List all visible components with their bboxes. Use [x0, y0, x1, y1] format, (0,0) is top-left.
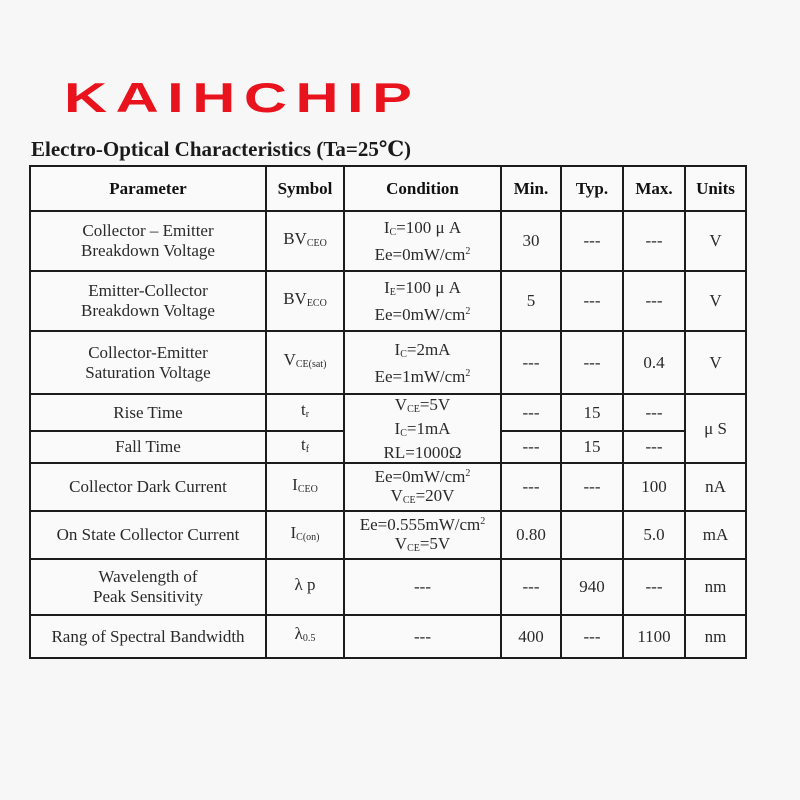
- typ-cell: ---: [561, 331, 623, 394]
- cond-text: V: [394, 534, 408, 553]
- condition-cell: [344, 271, 501, 331]
- cond-text: =1mA: [406, 419, 451, 438]
- symbol-base: λ: [294, 624, 303, 643]
- symbol-cell: [266, 463, 344, 511]
- cond-text: V: [390, 486, 403, 505]
- symbol-sub: ECO: [306, 297, 327, 309]
- cond-text: =100 μ A: [396, 218, 462, 237]
- units-cell: nA: [685, 463, 746, 511]
- parameter-cell: On State Collector Current: [30, 511, 266, 559]
- condition-cell: [344, 331, 501, 394]
- symbol-cell: [266, 271, 344, 331]
- symbol-cell: [266, 211, 344, 271]
- units-cell: nm: [685, 559, 746, 615]
- parameter-cell: [30, 331, 266, 394]
- symbol-base: I: [290, 522, 297, 542]
- parameter-line: Collector – Emitter: [82, 221, 214, 240]
- symbol-cell: [266, 331, 344, 394]
- table-row: [30, 271, 746, 331]
- min-cell: ---: [501, 463, 561, 511]
- cond-text: RL=1000Ω: [383, 443, 462, 462]
- section-title: Electro-Optical Characteristics (Ta=25℃): [31, 137, 412, 161]
- cond-sup: 2: [465, 306, 471, 317]
- cond-sub: CE: [402, 495, 416, 506]
- min-cell: 30: [501, 211, 561, 271]
- header-max: Max.: [623, 166, 685, 211]
- units-cell: V: [685, 211, 746, 271]
- table-row: [30, 463, 746, 511]
- symbol-sub: CEO: [306, 237, 327, 249]
- max-cell: ---: [623, 431, 685, 463]
- units-cell: μ S: [685, 394, 746, 463]
- header-symbol: Symbol: [266, 166, 344, 211]
- parameter-line: Saturation Voltage: [85, 362, 211, 382]
- min-cell: ---: [501, 431, 561, 463]
- cond-text: I: [394, 419, 401, 438]
- symbol-cell: [266, 615, 344, 658]
- cond-text: Ee=0.555mW/cm: [359, 515, 481, 534]
- max-cell: ---: [623, 394, 685, 431]
- cond-text: I: [383, 218, 390, 237]
- parameter-line: Wavelength of: [98, 567, 198, 586]
- cond-text: V: [394, 395, 408, 414]
- header-min: Min.: [501, 166, 561, 211]
- parameter-cell: [30, 271, 266, 331]
- cond-text: =2mA: [406, 339, 451, 359]
- cond-text: =100 μ A: [395, 278, 461, 297]
- header-parameter: Parameter: [30, 166, 266, 211]
- cond-text: Ee=0mW/cm: [374, 245, 466, 264]
- typ-cell: [561, 511, 623, 559]
- cond-sub: E: [389, 287, 396, 298]
- typ-cell: ---: [561, 271, 623, 331]
- parameter-cell: Fall Time: [30, 431, 266, 463]
- table-row: [30, 559, 746, 615]
- cond-text: Ee=1mW/cm: [374, 366, 466, 386]
- min-cell: ---: [501, 559, 561, 615]
- condition-cell: [344, 394, 501, 463]
- units-cell: mA: [685, 511, 746, 559]
- header-row: [30, 166, 746, 211]
- condition-cell: [344, 211, 501, 271]
- symbol-base: t: [300, 400, 306, 419]
- symbol-cell: [266, 394, 344, 431]
- cond-sub: CE: [407, 543, 420, 554]
- cond-sup: 2: [465, 468, 471, 479]
- symbol-base: V: [283, 350, 296, 369]
- condition-cell: ---: [344, 615, 501, 658]
- cond-text: Ee=0mW/cm: [374, 305, 466, 324]
- cond-sup: 2: [465, 367, 471, 379]
- condition-cell: ---: [344, 559, 501, 615]
- header-units: Units: [685, 166, 746, 211]
- brand-logo: KAIHCHIP: [64, 74, 421, 121]
- cond-text: I: [394, 339, 401, 359]
- symbol-cell: [266, 431, 344, 463]
- parameter-cell: [30, 211, 266, 271]
- table-row: [30, 511, 746, 559]
- symbol-cell: [266, 559, 344, 615]
- symbol-base: t: [300, 434, 306, 454]
- max-cell: ---: [623, 559, 685, 615]
- max-cell: ---: [623, 211, 685, 271]
- typ-cell: ---: [561, 211, 623, 271]
- parameter-cell: Rise Time: [30, 394, 266, 431]
- cond-text: I: [384, 278, 390, 297]
- symbol-base: BV: [283, 228, 307, 248]
- symbol-base: I: [292, 474, 298, 494]
- parameter-line: Collector-Emitter: [88, 342, 208, 362]
- header-condition: Condition: [344, 166, 501, 211]
- min-cell: 400: [501, 615, 561, 658]
- parameter-line: Peak Sensitivity: [92, 587, 204, 606]
- parameter-line: Breakdown Voltage: [81, 301, 215, 320]
- parameter-cell: Rang of Spectral Bandwidth: [30, 615, 266, 658]
- min-cell: ---: [501, 394, 561, 431]
- cond-sub: C: [400, 348, 407, 360]
- symbol-sub: r: [305, 409, 310, 420]
- cond-sub: CE: [407, 404, 420, 415]
- max-cell: ---: [623, 271, 685, 331]
- min-cell: ---: [501, 331, 561, 394]
- max-cell: 1100: [623, 615, 685, 658]
- typ-cell: 940: [561, 559, 623, 615]
- typ-cell: ---: [561, 463, 623, 511]
- cond-text: =20V: [415, 486, 455, 505]
- cond-sup: 2: [465, 246, 471, 257]
- min-cell: 5: [501, 271, 561, 331]
- symbol-sub: CEO: [297, 483, 318, 495]
- typ-cell: 15: [561, 431, 623, 463]
- parameter-cell: Collector Dark Current: [30, 463, 266, 511]
- cond-text: =5V: [419, 395, 451, 414]
- typ-cell: 15: [561, 394, 623, 431]
- condition-cell: [344, 463, 501, 511]
- electro-optical-table: [29, 165, 747, 659]
- cond-sub: C: [389, 227, 397, 238]
- symbol-sub: C(on): [296, 531, 320, 543]
- header-typ: Typ.: [561, 166, 623, 211]
- symbol-sub: f: [305, 443, 310, 455]
- max-cell: 100: [623, 463, 685, 511]
- cond-text: Ee=0mW/cm: [374, 467, 466, 486]
- cond-sup: 2: [480, 516, 486, 527]
- table-row: [30, 331, 746, 394]
- symbol-base: BV: [283, 288, 307, 308]
- symbol-base: λ p: [294, 574, 316, 594]
- parameter-line: Breakdown Voltage: [81, 241, 215, 260]
- table-row: [30, 394, 746, 431]
- cond-text: =5V: [419, 534, 451, 553]
- min-cell: 0.80: [501, 511, 561, 559]
- max-cell: 0.4: [623, 331, 685, 394]
- units-cell: nm: [685, 615, 746, 658]
- table-row: [30, 615, 746, 658]
- cond-sub: C: [400, 428, 407, 439]
- parameter-cell: [30, 559, 266, 615]
- symbol-cell: [266, 511, 344, 559]
- typ-cell: ---: [561, 615, 623, 658]
- units-cell: V: [685, 271, 746, 331]
- max-cell: 5.0: [623, 511, 685, 559]
- table-row: [30, 211, 746, 271]
- parameter-line: Emitter-Collector: [88, 281, 208, 300]
- units-cell: V: [685, 331, 746, 394]
- symbol-sub: 0.5: [302, 633, 316, 644]
- symbol-sub: CE(sat): [295, 359, 327, 370]
- condition-cell: [344, 511, 501, 559]
